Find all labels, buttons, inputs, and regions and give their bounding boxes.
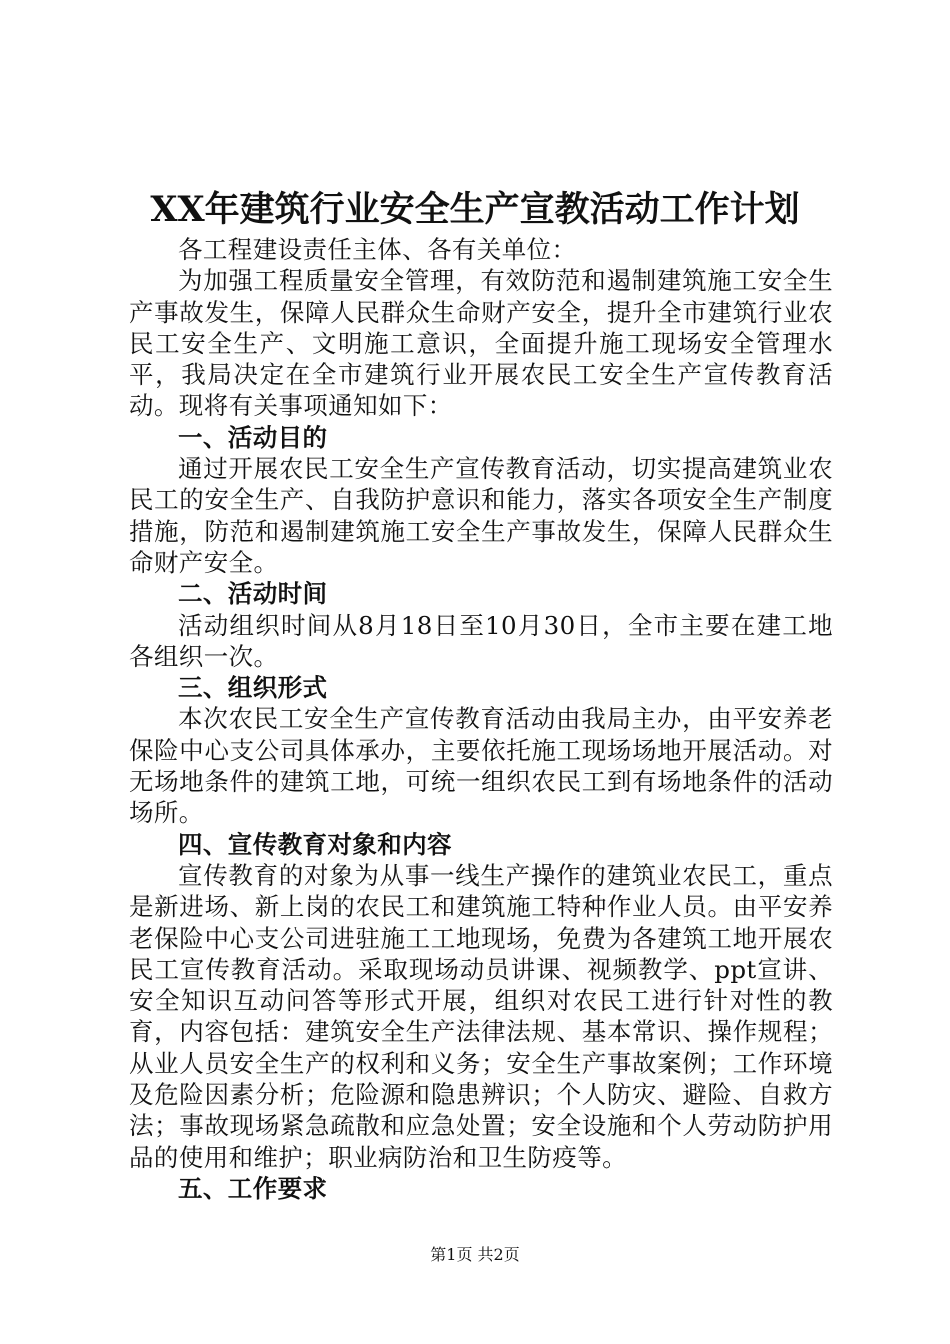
document-title: XX年建筑行业安全生产宣教活动工作计划: [150, 189, 800, 230]
document-body: [129, 234, 833, 1204]
salutation: 各工程建设责任主体、各有关单位：: [178, 235, 577, 264]
section-text-purpose: 通过开展农民工安全生产宣传教育活动，切实提高建筑业农民工的安全生产、自我防护意识和能力，落实各项安全生产制度措施，防范和遏制建筑施工安全生产事故发生，保障人民群众生命财产安全。: [129, 454, 833, 577]
page-footer: 第1页 共2页: [430, 1245, 520, 1264]
intro-paragraph: 为加强工程质量安全管理，有效防范和遏制建筑施工安全生产事故发生，保障人民群众生命财产安全，提升全市建筑行业农民工安全生产、文明施工意识，全面提升施工现场安全管理水平，我局决定在全市建筑行业开展农民工安全生产宣传教育活动。现将有关事项通知如下：: [129, 266, 833, 421]
section-text-form: 本次农民工安全生产宣传教育活动由我局主办，由平安养老保险中心支公司具体承办，主要依托施工现场场地开展活动。对无场地条件的建筑工地，可统一组织农民工到有场地条件的活动场所。: [129, 704, 833, 828]
section-heading-purpose: 一、活动目的: [178, 422, 328, 452]
section-heading-requirements: 五、工作要求: [178, 1173, 328, 1203]
section-text-time: 活动组织时间从8月18日至10月30日，全市主要在建工地各组织一次。: [129, 610, 833, 671]
section-heading-content: 四、宣传教育对象和内容: [178, 829, 452, 859]
section-heading-time: 二、活动时间: [178, 579, 328, 609]
section-text-content: 宣传教育的对象为从事一线生产操作的建筑业农民工，重点是新进场、新上岗的农民工和建筑施工特种作业人员。由平安养老保险中心支公司进驻施工工地现场，免费为各建筑工地开展农民工宣传教育活动。采取现场动员讲课、视频教学、ppt宣讲、安全知识互动问答等形式开展，组织对农民工进行针对性的教育，内容包括：建筑安全生产法律法规、基本常识、操作规程；从业人员安全生产的权利和义务；安全生产事故案例；工作环境及危险因素分析；危险源和隐患辨识；个人防灾、避险、自救方法；事故现场紧急疏散和应急处置；安全设施和个人劳动防护用品的使用和维护；职业病防治和卫生防疫等。: [129, 860, 833, 1172]
section-heading-form: 三、组织形式: [178, 673, 328, 703]
